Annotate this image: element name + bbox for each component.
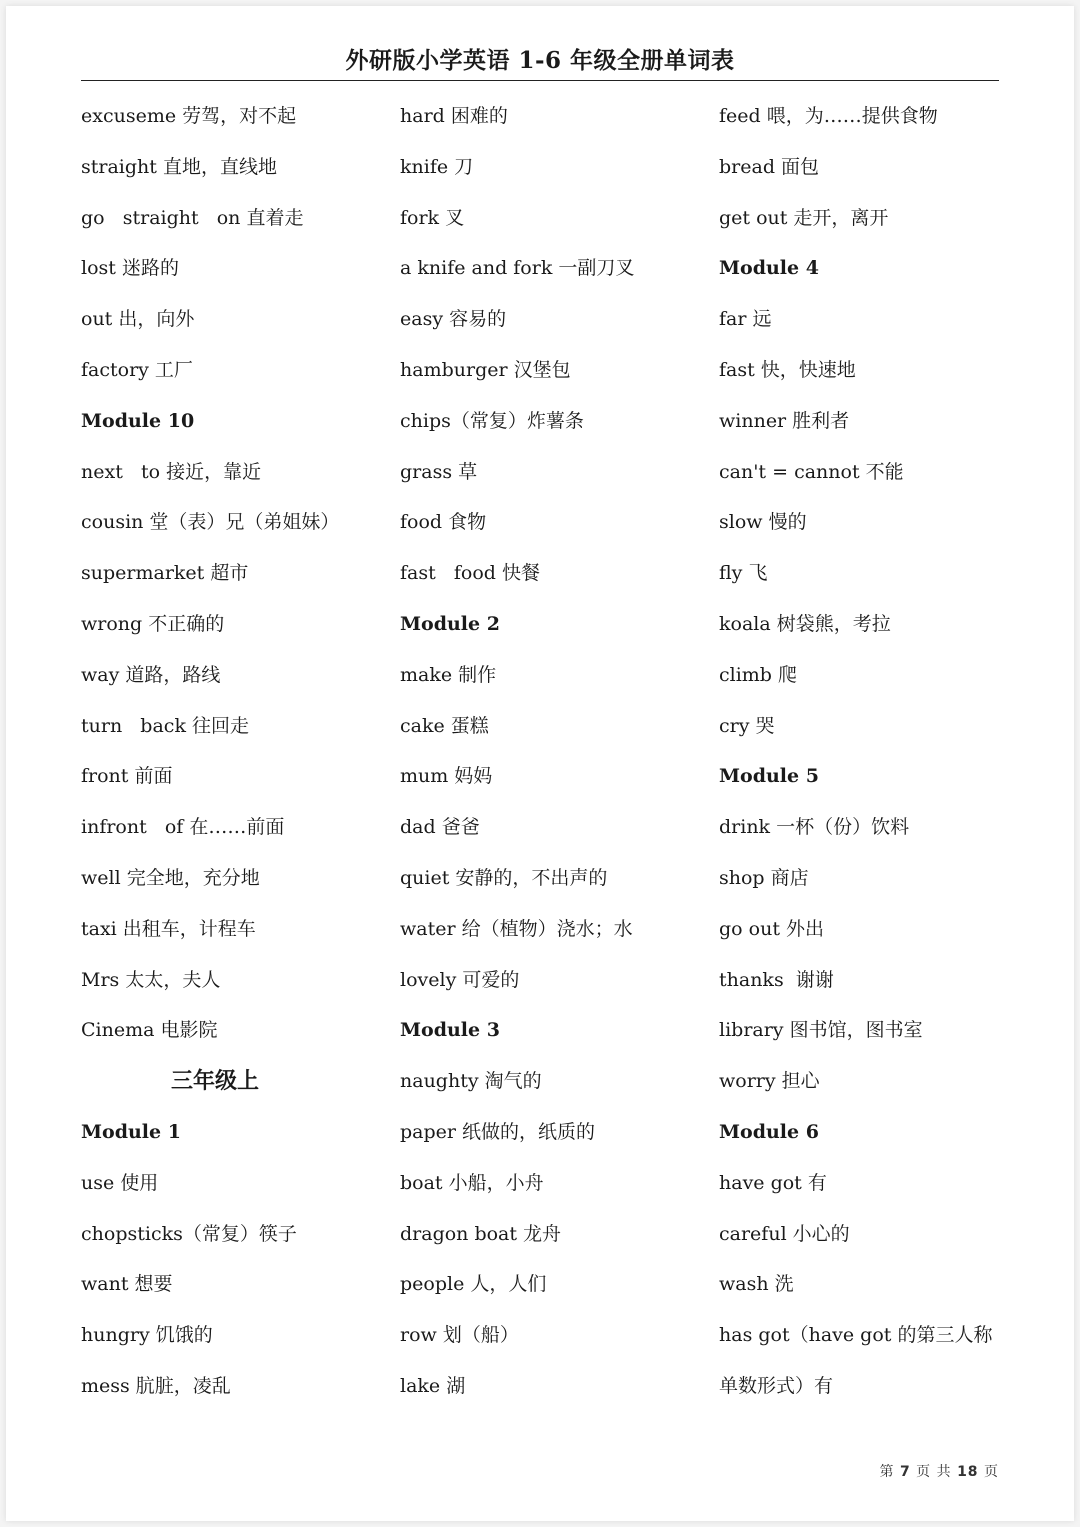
vocab-entry: fly 飞 [719,562,768,585]
vocab-entry: careful 小心的 [719,1222,850,1245]
vocab-entry: far 远 [719,308,772,331]
vocab-entry: lost 迷路的 [81,257,179,280]
vocab-entry: hamburger 汉堡包 [400,358,571,381]
vocab-entry: row 划（船） [400,1324,519,1347]
vocab-entry: koala 树袋熊，考拉 [719,612,891,635]
vocab-entry: get out 走开，离开 [719,206,889,229]
module-heading: Module 6 [719,1120,819,1143]
vocab-entry: infront of 在……前面 [81,816,285,839]
vocab-entry: next to 接近，靠近 [81,460,262,483]
vocab-entry: can't = cannot 不能 [719,460,904,483]
grade-heading: 三年级上 [171,1068,260,1095]
vocab-entry: fork 叉 [400,206,465,229]
vocab-entry: knife 刀 [400,155,474,178]
vocab-entry: easy 容易的 [400,308,507,331]
vocab-entry: mess 肮脏，凌乱 [81,1374,231,1397]
vocab-entry: shop 商店 [719,866,809,889]
vocab-entry: bread 面包 [719,155,820,178]
vocab-entry: drink 一杯（份）饮料 [719,816,910,839]
vocab-entry: dad 爸爸 [400,816,480,839]
vocab-entry: paper 纸做的，纸质的 [400,1120,596,1143]
vocab-entry: excuseme 劳驾，对不起 [81,105,297,127]
vocab-entry: library 图书馆，图书室 [719,1019,923,1042]
vocab-entry: factory 工厂 [81,358,193,381]
module-heading: Module 5 [719,765,819,788]
vocab-entry: dragon boat 龙舟 [400,1222,562,1245]
title-divider [81,80,999,81]
vocab-entry: wash 洗 [719,1273,794,1296]
vocab-entry: cry 哭 [719,714,775,737]
module-heading: Module 1 [81,1120,181,1143]
vocab-entry: water 给（植物）浇水；水 [400,917,633,940]
vocab-entry: Cinema 电影院 [81,1019,218,1042]
vocab-entry: want 想要 [81,1273,173,1296]
footer-middle: 页 共 [916,1464,952,1480]
vocab-entry: way 道路，路线 [81,663,221,686]
vocab-entry: people 人，人们 [400,1273,547,1296]
vocab-entry: cake 蛋糕 [400,714,489,737]
vocab-entry: fast food 快餐 [400,562,540,585]
vocab-entry: front 前面 [81,765,173,788]
vocab-entry: thanks 谢谢 [719,968,834,991]
vocab-entry: wrong 不正确的 [81,612,225,635]
vocab-entry: naughty 淘气的 [400,1070,542,1093]
module-heading: Module 4 [719,257,819,280]
vocab-entry: lovely 可爱的 [400,968,520,991]
vocab-entry: hungry 饥饿的 [81,1324,213,1347]
vocab-entry: make 制作 [400,663,497,686]
vocab-entry: grass 草 [400,460,478,483]
vocab-entry: climb 爬 [719,663,798,686]
module-heading: Module 3 [400,1019,500,1042]
vocab-entry: cousin 堂（表）兄（弟姐妹） [81,511,340,534]
vocab-entry: winner 胜利者 [719,409,850,432]
vocab-entry: taxi 出租车，计程车 [81,917,256,940]
document-title: 外研版小学英语 1-6 年级全册单词表 [345,47,735,74]
vocab-entry: supermarket 超市 [81,562,249,585]
vocab-entry: food 食物 [400,511,487,534]
vocab-entry: have got 有 [719,1171,827,1194]
footer-prefix: 第 [879,1464,895,1480]
vocab-entry: straight 直地，直线地 [81,155,277,178]
vocab-entry: 单数形式）有 [719,1374,834,1397]
vocab-entry: fast 快，快速地 [719,358,856,381]
vocab-entry: well 完全地，充分地 [81,866,260,889]
vocab-entry: chopsticks（常复）筷子 [81,1222,297,1245]
page-number-footer [880,1461,1000,1481]
vocab-entry: slow 慢的 [719,511,807,534]
vocab-entry: lake 湖 [400,1374,466,1397]
total-page-number: 18 [957,1464,979,1480]
vocab-entry: chips（常复）炸薯条 [400,409,584,432]
vocab-column-2 [400,91,710,1412]
vocab-entry: out 出，向外 [81,308,195,331]
vocab-entry: use 使用 [81,1171,159,1194]
vocab-entry: quiet 安静的，不出声的 [400,866,608,889]
vocab-entry: turn back 往回走 [81,714,249,737]
vocab-entry: worry 担心 [719,1070,820,1093]
vocab-entry: a knife and fork 一副刀叉 [400,257,635,280]
vocab-entry: feed 喂，为……提供食物 [719,105,938,127]
vocab-entry: Mrs 太太，夫人 [81,968,221,991]
footer-suffix: 页 [984,1464,999,1480]
module-heading: Module 10 [81,409,195,432]
vocab-entry: hard 困难的 [400,105,508,127]
vocab-entry: go out 外出 [719,917,824,940]
vocab-column-3 [719,91,1029,1412]
vocab-entry: go straight on 直着走 [81,206,304,229]
vocab-entry: boat 小船，小舟 [400,1171,544,1194]
vocab-column-1 [81,91,391,1412]
vocab-entry: has got（have got 的第三人称 [719,1324,993,1347]
vocab-entry: mum 妈妈 [400,765,493,788]
current-page-number: 7 [899,1464,911,1480]
module-heading: Module 2 [400,612,500,635]
